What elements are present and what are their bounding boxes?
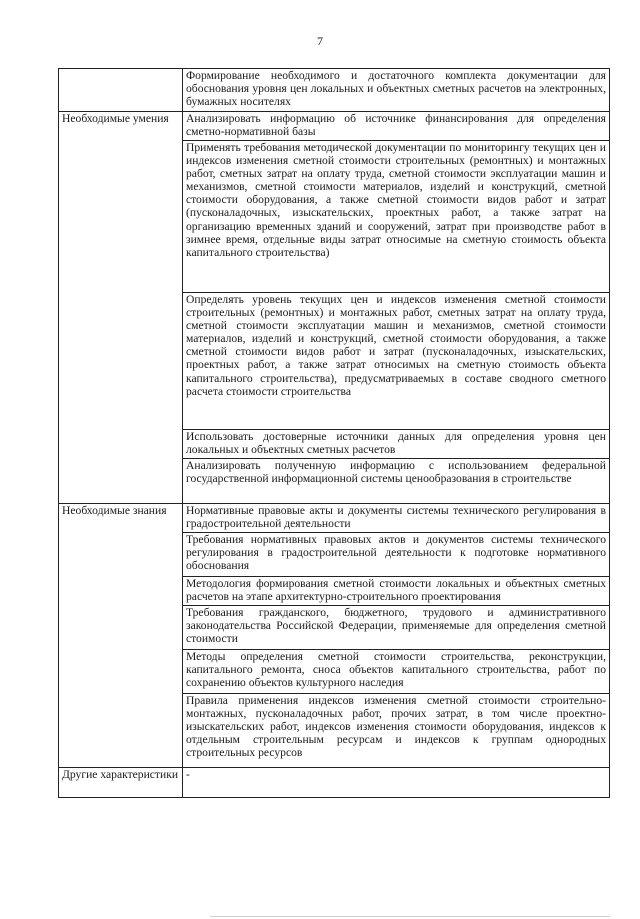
table-cell: Определять уровень текущих цен и индексов изменения сметной стоимости строительных (ремонтных) и монтажных работ, сметных затрат на оплату труда, сметной стоимости эксплуатации машин и механизмов, сметной стоимости материалов, изделий и конструкций, сметной стоимости оборудования, а также сметной стоимости видов работ и затрат (пусконаладочных, изыскательских, проектных работ, а также затрат относимых на сметную стоимость объекта капитального строительства), предусматриваемых в составе сводного сметного расчета стоимости строительства bbox=[183, 293, 610, 430]
table-row bbox=[59, 768, 610, 798]
row-label-other: Другие характеристики bbox=[59, 768, 183, 798]
table-row bbox=[59, 112, 610, 141]
row-label-knowledge: Необходимые знания bbox=[59, 504, 183, 768]
table-cell: Методология формирования сметной стоимости локальных и объектных сметных расчетов на этапе архитектурно-строительного проектирования bbox=[183, 577, 610, 606]
table-row bbox=[59, 504, 610, 533]
row-label-empty bbox=[59, 69, 183, 112]
page-number: 7 bbox=[317, 34, 323, 48]
table-cell: Требования нормативных правовых актов и документов системы технического регулирования в градостроительной деятельности к подготовке нормативного обоснования bbox=[183, 533, 610, 577]
table-cell: Формирование необходимого и достаточного комплекта документации для обоснования уровня цен локальных и объектных сметных расчетов на электронных, бумажных носителях bbox=[183, 69, 610, 112]
row-label-skills: Необходимые умения bbox=[59, 112, 183, 504]
table-cell: Методы определения сметной стоимости строительства, реконструкции, капитального ремонта, сноса объектов капитального строительства, работ по сохранению объектов культурного наследия bbox=[183, 650, 610, 694]
scan-edge-line bbox=[210, 916, 610, 917]
competency-table bbox=[58, 68, 610, 798]
table-cell: Использовать достоверные источники данных для определения уровня цен локальных и объектных сметных расчетов bbox=[183, 430, 610, 459]
table-cell: Анализировать информацию об источнике финансирования для определения сметно-нормативной базы bbox=[183, 112, 610, 141]
table-cell: Требования гражданского, бюджетного, трудового и административного законодательства Российской Федерации, применяемые для определения сметной стоимости bbox=[183, 606, 610, 650]
table-cell: Нормативные правовые акты и документы системы технического регулирования в градостроительной деятельности bbox=[183, 504, 610, 533]
table-cell: Анализировать полученную информацию с использованием федеральной государственной информационной системы ценообразования в строительстве bbox=[183, 459, 610, 504]
table-row bbox=[59, 69, 610, 112]
table-cell: Правила применения индексов изменения сметной стоимости строительно-монтажных, пусконаладочных работ, прочих затрат, в том числе проектно-изыскательских работ, индексов изменения стоимости оборудования, индексов к отдельным строительным ресурсам и индексов к группам однородных строительных ресурсов bbox=[183, 694, 610, 768]
table-cell: - bbox=[183, 768, 610, 798]
table-cell: Применять требования методической документации по мониторингу текущих цен и индексов изменения сметной стоимости строительных (ремонтных) и монтажных работ, сметных затрат на оплату труда, сметной стоимости эксплуатации машин и механизмов, сметной стоимости материалов, изделий и конструкций, сметной стоимости оборудования, а также сметной стоимости видов работ и затрат (пусконаладочных, изыскательских, проектных работ, а также затрат на организацию временных зданий и сооружений, затрат при производстве работ в зимнее время, отдельные виды затрат относимые на сметную стоимость объекта капитального строительства) bbox=[183, 141, 610, 293]
